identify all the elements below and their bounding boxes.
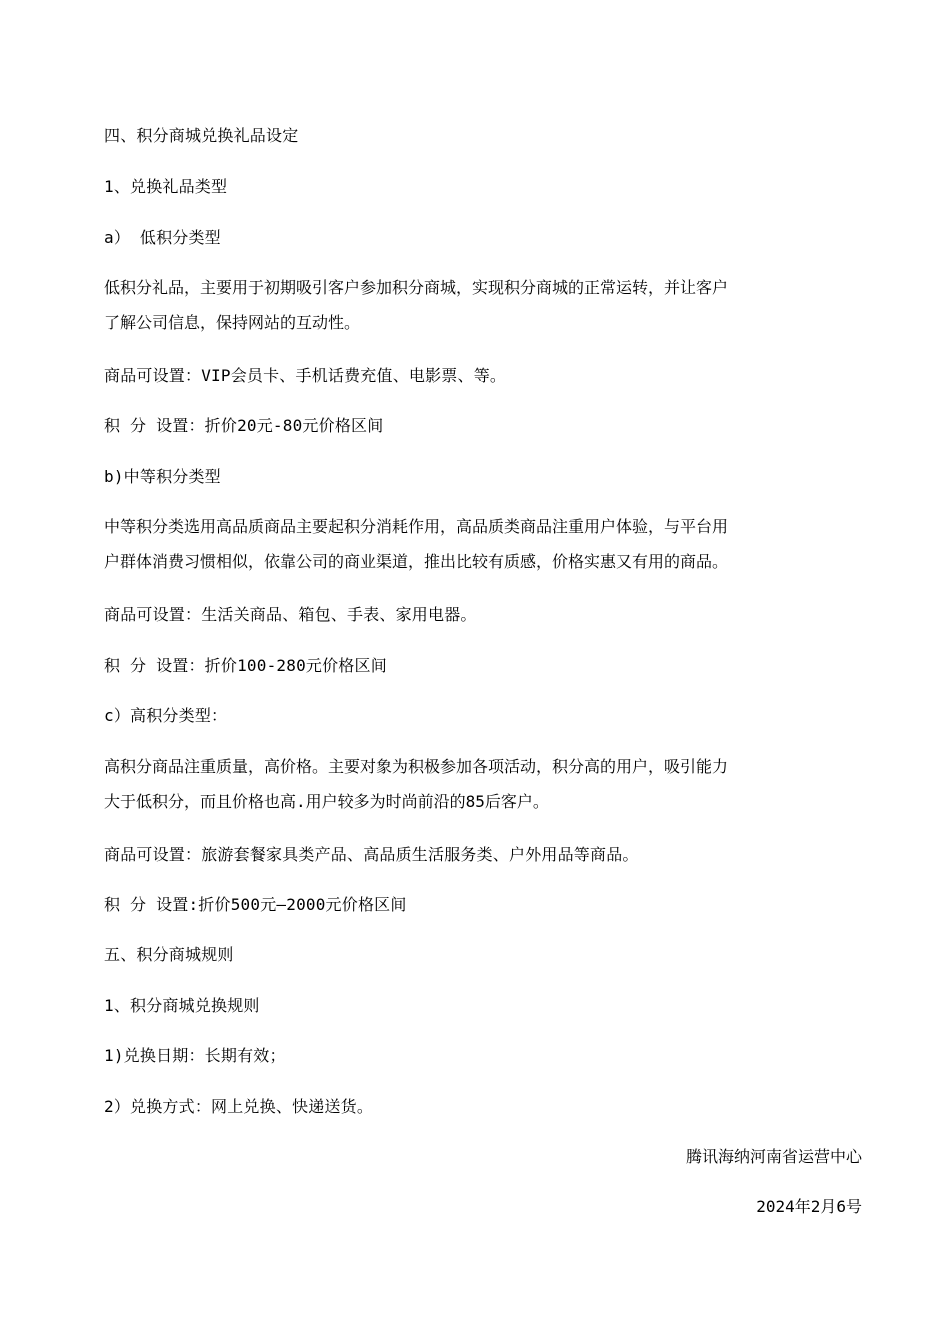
type-b-items: 商品可设置：生活关商品、箱包、手表、家用电器。 — [104, 605, 477, 624]
subheading-exchange-rules: 1、积分商城兑换规则 — [104, 996, 260, 1015]
rule-exchange-date: 1)兑换日期：长期有效； — [104, 1046, 286, 1065]
signature-date: 2024年2月6号 — [756, 1197, 862, 1216]
type-b-description — [104, 517, 864, 572]
type-b-description-line-1: 中等积分类选用高品质商品主要起积分消耗作用，高品质类商品注重用户体验，与平台用 — [104, 517, 729, 536]
type-c-description — [104, 757, 864, 812]
type-a-description-line-1: 低积分礼品，主要用于初期吸引客户参加积分商城，实现积分商城的正常运转，并让客户 — [104, 278, 729, 297]
type-c-description-line-1: 高积分商品注重质量，高价格。主要对象为积极参加各项活动，积分高的用户，吸引能力 — [104, 757, 729, 776]
subheading-gift-types: 1、兑换礼品类型 — [104, 177, 228, 196]
type-a-title: a） 低积分类型 — [104, 228, 221, 247]
type-c-points: 积 分 设置:折价500元—2000元价格区间 — [104, 895, 407, 914]
type-c-description-line-2: 大于低积分，而且价格也高.用户较多为时尚前沿的85后客户。 — [104, 792, 549, 811]
type-b-points: 积 分 设置：折价100-280元价格区间 — [104, 656, 387, 675]
type-a-description — [104, 278, 864, 333]
type-c-title: c）高积分类型： — [104, 706, 228, 725]
type-c-items: 商品可设置：旅游套餐家具类产品、高品质生活服务类、户外用品等商品。 — [104, 845, 639, 864]
type-b-description-line-2: 户群体消费习惯相似，依靠公司的商业渠道，推出比较有质感，价格实惠又有用的商品。 — [104, 552, 729, 571]
type-a-items: 商品可设置：VIP会员卡、手机话费充值、电影票、等。 — [104, 366, 507, 385]
section-heading-4: 四、积分商城兑换礼品设定 — [104, 126, 299, 145]
rule-exchange-method: 2）兑换方式：网上兑换、快递送货。 — [104, 1097, 374, 1116]
type-a-description-line-2: 了解公司信息，保持网站的互动性。 — [104, 313, 361, 332]
type-a-points: 积 分 设置：折价20元-80元价格区间 — [104, 416, 384, 435]
signature-organization: 腾讯海纳河南省运营中心 — [685, 1147, 862, 1166]
type-b-title: b)中等积分类型 — [104, 467, 221, 486]
section-heading-5: 五、积分商城规则 — [104, 945, 234, 964]
